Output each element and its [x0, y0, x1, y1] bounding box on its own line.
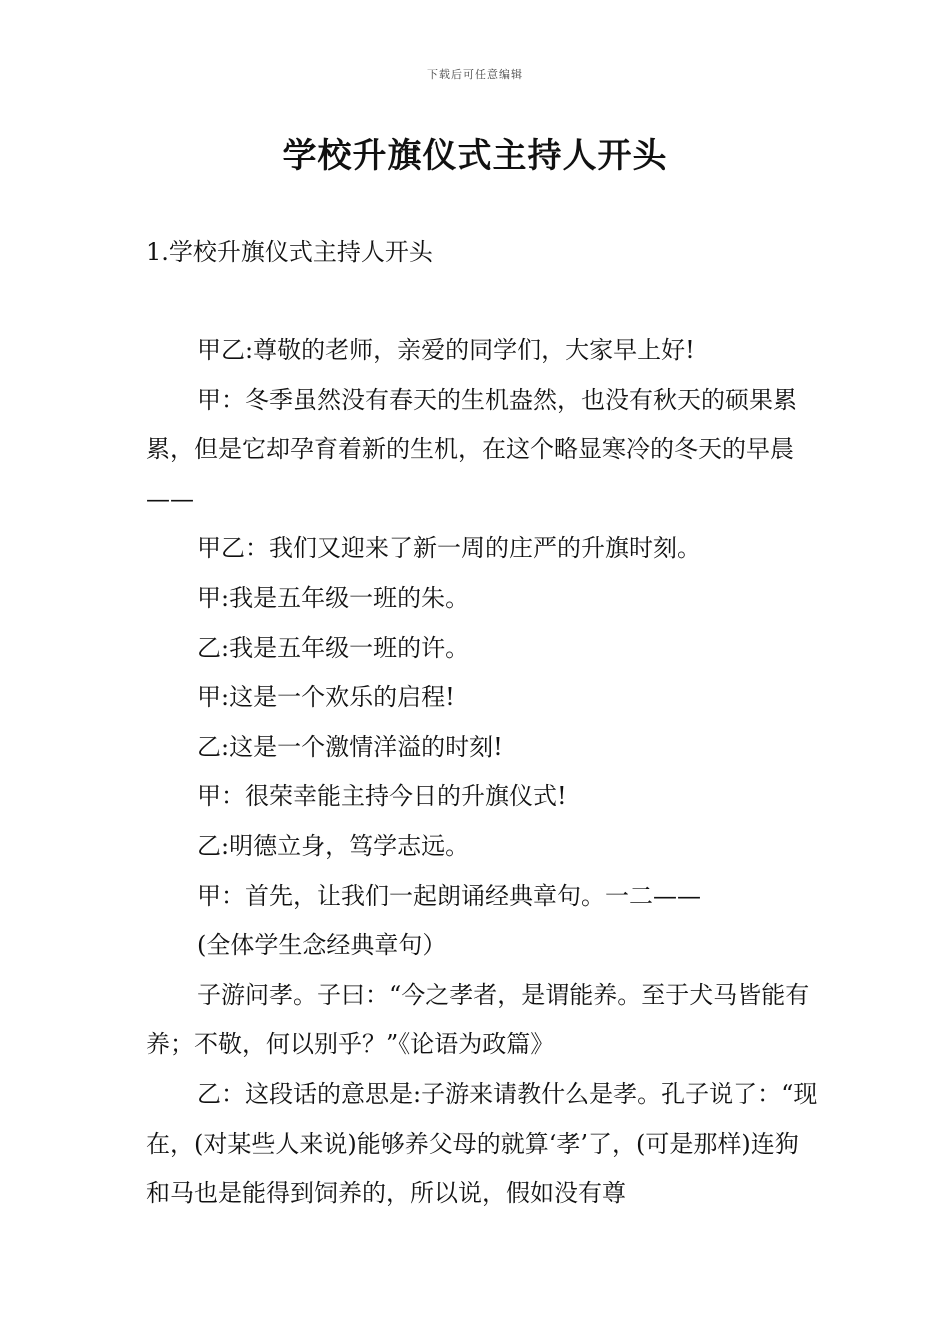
paragraph-passionate-moment: 乙:这是一个激情洋溢的时刻!	[197, 732, 503, 761]
document-body	[146, 326, 818, 1219]
paragraph-motto: 乙:明德立身，笃学志远。	[197, 831, 470, 860]
paragraph-host-b-intro: 乙:我是五年级一班的许。	[197, 633, 470, 662]
paragraph-analects-quote: 子游问孝。子曰：“今之孝者，是谓能养。至于犬马皆能有养；不敬，何以别乎？”《论语为政篇》	[146, 980, 810, 1059]
paragraph-flag-moment: 甲乙：我们又迎来了新一周的庄严的升旗时刻。	[197, 534, 701, 563]
paragraph-host-a-intro: 甲:我是五年级一班的朱。	[197, 583, 470, 612]
section-heading: 1.学校升旗仪式主持人开头	[146, 238, 433, 266]
paragraph-explanation: 乙：这段话的意思是:子游来请教什么是孝。孔子说了：“现在，(对某些人来说)能够养父母的就算‘孝’了，(可是那样)连狗和马也是能得到饲养的，所以说，假如没有尊	[146, 1079, 818, 1208]
paragraph-joyful-start: 甲:这是一个欢乐的启程!	[197, 683, 455, 712]
page-header-note: 下载后可任意编辑	[427, 68, 523, 81]
paragraph-stage-direction: (全体学生念经典章句）	[197, 931, 447, 960]
paragraph-winter: 甲：冬季虽然没有春天的生机盎然，也没有秋天的硕果累累，但是它却孕育着新的生机，在这个略显寒冷的冬天的早晨——	[146, 385, 797, 513]
paragraph-honored: 甲：很荣幸能主持今日的升旗仪式!	[197, 782, 567, 811]
paragraph-greeting: 甲乙:尊敬的老师，亲爱的同学们，大家早上好!	[197, 336, 695, 364]
paragraph-recite-intro: 甲：首先，让我们一起朗诵经典章句。一二——	[197, 881, 701, 910]
document-title: 学校升旗仪式主持人开头	[282, 136, 668, 176]
